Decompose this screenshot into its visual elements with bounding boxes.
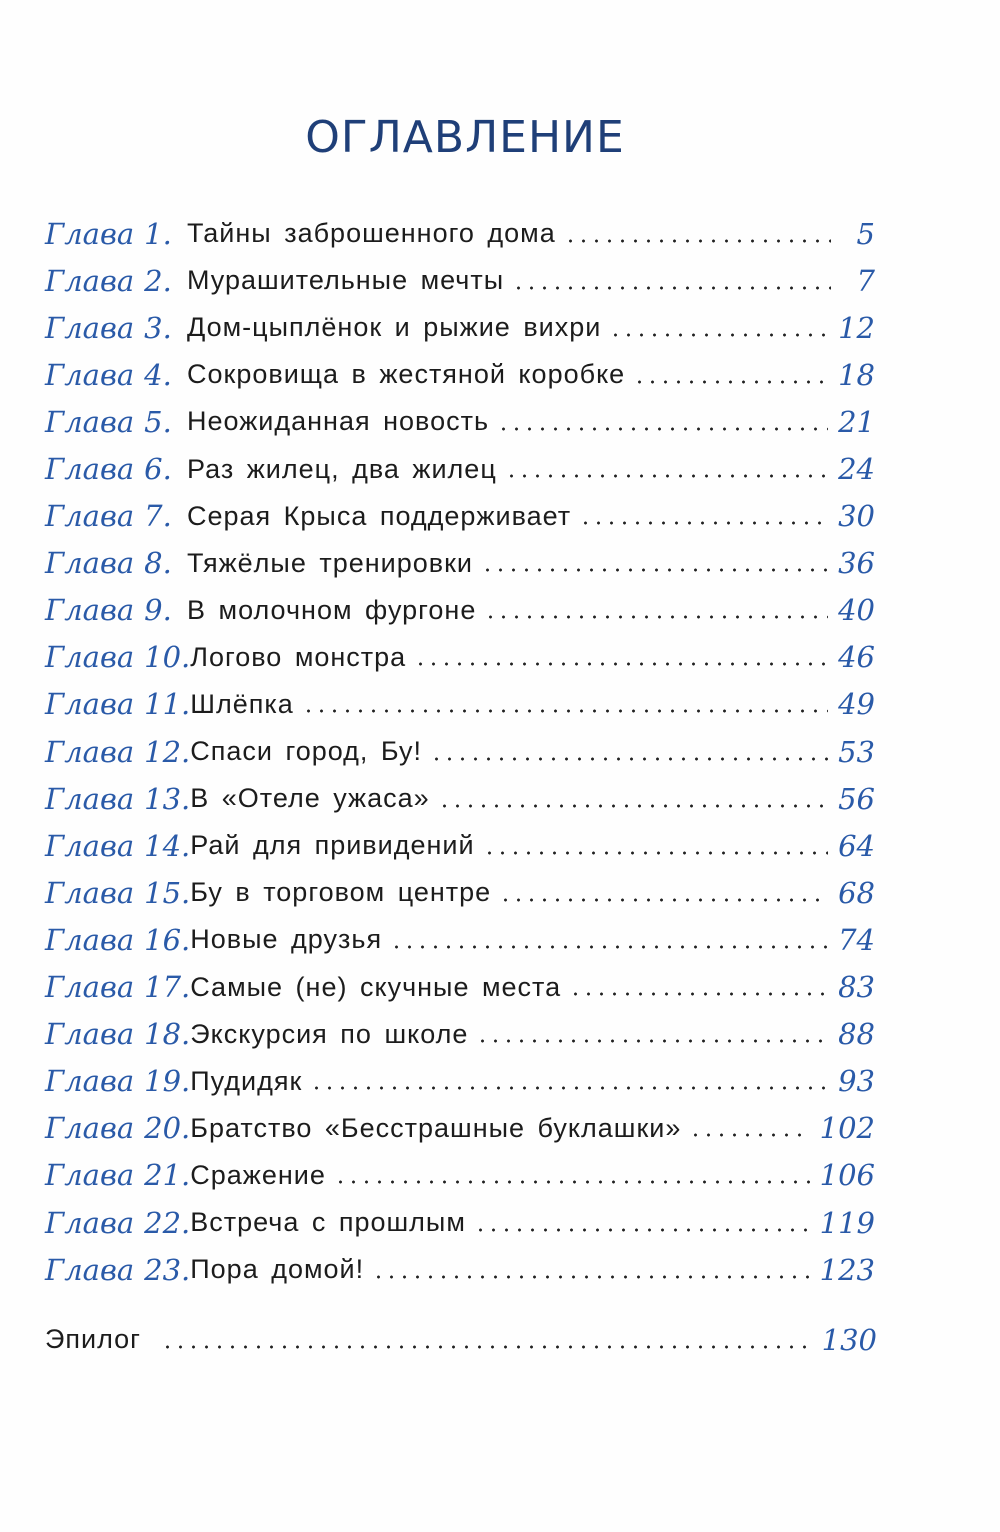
- toc-row[interactable]: [45, 822, 875, 869]
- toc-chapter-label: [45, 687, 190, 721]
- toc-page-number: 64: [838, 828, 875, 863]
- toc-chapter-name: Тайны заброшенного дома: [187, 218, 556, 249]
- toc-leader-dots: [310, 1086, 828, 1090]
- toc-row[interactable]: [45, 351, 875, 398]
- toc-chapter-name: Новые друзья: [190, 924, 383, 955]
- toc-leader-dots: [689, 1133, 809, 1137]
- toc-row[interactable]: [45, 1246, 875, 1293]
- toc-row[interactable]: [45, 1199, 875, 1246]
- toc-chapter-number: 4.: [144, 357, 172, 392]
- toc-chapter-name: В «Отеле ужаса»: [190, 783, 430, 814]
- toc-chapter-label: [45, 1017, 190, 1051]
- toc-row[interactable]: [45, 1105, 875, 1152]
- toc-page-number: 119: [819, 1205, 875, 1240]
- toc-chapter-word: Глава: [45, 1252, 135, 1287]
- toc-chapter-number: 8.: [144, 546, 172, 581]
- toc-chapter-word: Глава: [45, 828, 135, 863]
- toc-chapter-name: Неожиданная новость: [187, 406, 490, 437]
- toc-page-number: 30: [838, 499, 875, 534]
- toc-chapter-name: Пудидяк: [190, 1065, 303, 1096]
- toc-row[interactable]: [45, 540, 875, 587]
- toc-page-number: 53: [838, 734, 875, 769]
- toc-chapter-label: [45, 970, 190, 1004]
- toc-row[interactable]: [45, 1011, 875, 1058]
- toc-leader-dots: [633, 380, 828, 384]
- toc-row[interactable]: [45, 728, 875, 775]
- toc-chapter-word: Глава: [45, 640, 135, 675]
- toc-chapter-label: [45, 405, 187, 439]
- toc-chapter-word: Глава: [45, 452, 135, 487]
- toc-chapter-number: 2.: [144, 263, 172, 298]
- toc-chapter-label: [45, 735, 190, 769]
- toc-leader-dots: [481, 568, 828, 572]
- toc-row[interactable]: [45, 398, 875, 445]
- toc-leader-dots: [569, 992, 828, 996]
- toc-chapter-word: Глава: [45, 1017, 135, 1052]
- toc-chapter-name: Серая Крыса поддерживает: [187, 500, 572, 531]
- toc-page-number: 18: [838, 357, 875, 392]
- toc-chapter-name: Тяжёлые тренировки: [187, 547, 474, 578]
- toc-chapter-label: [45, 1064, 190, 1098]
- toc-chapter-number: 22.: [144, 1205, 191, 1240]
- toc-chapter-label: [45, 499, 187, 533]
- toc-chapter-label: [45, 217, 187, 251]
- toc-page-number: 106: [819, 1158, 875, 1193]
- toc-chapter-label: [45, 1111, 190, 1145]
- toc-leader-dots: [334, 1180, 810, 1184]
- toc-page-number: 68: [838, 875, 875, 910]
- toc-chapter-label: [45, 264, 187, 298]
- toc-page-number: 93: [838, 1064, 875, 1099]
- toc-chapter-number: 15.: [144, 875, 191, 910]
- toc-chapter-name: Самые (не) скучные места: [190, 971, 562, 1002]
- toc-leader-dots: [438, 804, 828, 808]
- toc-row[interactable]: [45, 257, 875, 304]
- toc-chapter-name: Мурашительные мечты: [187, 265, 505, 296]
- toc-list: [45, 210, 875, 1293]
- toc-chapter-name: Встреча с прошлым: [190, 1207, 466, 1238]
- toc-chapter-label: [45, 1206, 190, 1240]
- toc-chapter-number: 18.: [144, 1017, 191, 1052]
- toc-row[interactable]: [45, 445, 875, 492]
- toc-row[interactable]: [45, 916, 875, 963]
- toc-row[interactable]: [45, 964, 875, 1011]
- toc-chapter-label: [45, 593, 187, 627]
- toc-chapter-word: Глава: [45, 970, 135, 1005]
- toc-leader-dots: [414, 662, 828, 666]
- toc-leader-dots: [390, 945, 828, 949]
- toc-chapter-word: Глава: [45, 1158, 135, 1193]
- toc-leader-dots: [499, 898, 828, 902]
- toc-chapter-name: Братство «Бесстрашные буклашки»: [190, 1112, 682, 1143]
- toc-chapter-name: Пора домой!: [190, 1254, 365, 1285]
- toc-leader-dots: [430, 757, 828, 761]
- toc-row[interactable]: [45, 210, 875, 257]
- toc-chapter-number: 23.: [144, 1252, 191, 1287]
- toc-chapter-name: Рай для привидений: [190, 830, 475, 861]
- toc-chapter-word: Глава: [45, 357, 135, 392]
- toc-epilog-row[interactable]: [45, 1316, 877, 1363]
- toc-page-number: 74: [838, 922, 875, 957]
- toc-page-number: 49: [838, 687, 875, 722]
- toc-leader-dots: [564, 239, 831, 243]
- toc-row[interactable]: [45, 634, 875, 681]
- toc-chapter-word: Глава: [45, 875, 135, 910]
- toc-chapter-word: Глава: [45, 781, 135, 816]
- toc-chapter-label: [45, 311, 187, 345]
- toc-page-number: 12: [838, 310, 875, 345]
- toc-chapter-number: 3.: [144, 310, 172, 345]
- toc-chapter-word: Глава: [45, 310, 135, 345]
- toc-chapter-label: [45, 452, 187, 486]
- toc-chapter-word: Глава: [45, 734, 135, 769]
- toc-chapter-label: [45, 358, 187, 392]
- toc-chapter-label: [45, 876, 190, 910]
- toc-chapter-word: Глава: [45, 1205, 135, 1240]
- toc-leader-dots: [512, 286, 831, 290]
- toc-chapter-label: [45, 923, 190, 957]
- toc-chapter-number: 13.: [144, 781, 191, 816]
- toc-chapter-label: [45, 546, 187, 580]
- toc-leader-dots: [579, 521, 828, 525]
- toc-page-number: 102: [819, 1111, 875, 1146]
- toc-chapter-number: 21.: [144, 1158, 191, 1193]
- toc-epilog-page: 130: [821, 1322, 877, 1357]
- toc-row[interactable]: [45, 775, 875, 822]
- toc-leader-dots: [483, 851, 829, 855]
- toc-leader-dots: [302, 709, 828, 713]
- toc-row[interactable]: [45, 1058, 875, 1105]
- toc-chapter-number: 9.: [144, 593, 172, 628]
- toc-chapter-word: Глава: [45, 546, 135, 581]
- toc-chapter-name: Шлёпка: [190, 688, 294, 719]
- toc-page-number: 40: [838, 593, 875, 628]
- toc-chapter-name: Спаси город, Бу!: [190, 736, 423, 767]
- toc-chapter-word: Глава: [45, 593, 135, 628]
- toc-row[interactable]: [45, 1152, 875, 1199]
- toc-chapter-name: Сражение: [190, 1159, 326, 1190]
- toc-chapter-word: Глава: [45, 687, 135, 722]
- toc-chapter-name: Сокровища в жестяной коробке: [187, 359, 626, 390]
- toc-row[interactable]: [45, 681, 875, 728]
- toc-chapter-number: 12.: [144, 734, 191, 769]
- toc-chapter-word: Глава: [45, 1064, 135, 1099]
- toc-chapter-number: 20.: [144, 1111, 191, 1146]
- toc-page-number: 36: [838, 546, 875, 581]
- toc-chapter-word: Глава: [45, 499, 135, 534]
- toc-chapter-label: [45, 1158, 190, 1192]
- toc-chapter-label: [45, 829, 190, 863]
- toc-row[interactable]: [45, 493, 875, 540]
- toc-leader-dots: [372, 1275, 810, 1279]
- toc-leader-dots: [484, 615, 828, 619]
- toc-chapter-number: 19.: [144, 1064, 191, 1099]
- toc-chapter-name: Раз жилец, два жилец: [187, 453, 497, 484]
- toc-chapter-number: 17.: [144, 970, 191, 1005]
- toc-chapter-name: Логово монстра: [190, 641, 407, 672]
- toc-leader-dots: [505, 474, 828, 478]
- toc-chapter-name: Бу в торговом центре: [190, 877, 492, 908]
- toc-chapter-word: Глава: [45, 1111, 135, 1146]
- toc-chapter-number: 7.: [144, 499, 172, 534]
- toc-chapter-label: [45, 1253, 190, 1287]
- toc-chapter-number: 11.: [144, 687, 191, 722]
- toc-leader-dots: [161, 1345, 812, 1349]
- toc-chapter-number: 6.: [144, 452, 172, 487]
- page-title: ОГЛАВЛЕНИЕ: [305, 112, 625, 163]
- toc-epilog-name: Эпилог: [45, 1324, 142, 1354]
- toc-chapter-number: 10.: [144, 640, 191, 675]
- toc-chapter-number: 14.: [144, 828, 191, 863]
- toc-chapter-number: 16.: [144, 922, 191, 957]
- toc-page-number: 5: [856, 216, 875, 251]
- toc-page-number: 46: [838, 640, 875, 675]
- toc-chapter-label: [45, 782, 190, 816]
- toc-page-number: 7: [856, 263, 875, 298]
- toc-row[interactable]: [45, 869, 875, 916]
- toc-chapter-name: Экскурсия по школе: [190, 1018, 469, 1049]
- toc-chapter-word: Глава: [45, 263, 135, 298]
- toc-row[interactable]: [45, 304, 875, 351]
- toc-chapter-number: 5.: [144, 404, 172, 439]
- toc-page-number: 88: [838, 1017, 875, 1052]
- toc-chapter-word: Глава: [45, 216, 135, 251]
- toc-chapter-number: 1.: [144, 216, 172, 251]
- toc-page-number: 24: [838, 452, 875, 487]
- toc-page-number: 123: [819, 1252, 875, 1287]
- toc-leader-dots: [609, 333, 828, 337]
- toc-chapter-name: Дом-цыплёнок и рыжие вихри: [187, 312, 602, 343]
- toc-leader-dots: [476, 1039, 828, 1043]
- toc-chapter-name: В молочном фургоне: [187, 594, 477, 625]
- toc-chapter-word: Глава: [45, 922, 135, 957]
- toc-page-number: 56: [838, 781, 875, 816]
- toc-chapter-word: Глава: [45, 404, 135, 439]
- toc-leader-dots: [497, 427, 828, 431]
- toc-page-number: 21: [838, 404, 875, 439]
- toc-page-number: 83: [838, 970, 875, 1005]
- toc-row[interactable]: [45, 587, 875, 634]
- toc-leader-dots: [474, 1228, 810, 1232]
- toc-chapter-label: [45, 640, 190, 674]
